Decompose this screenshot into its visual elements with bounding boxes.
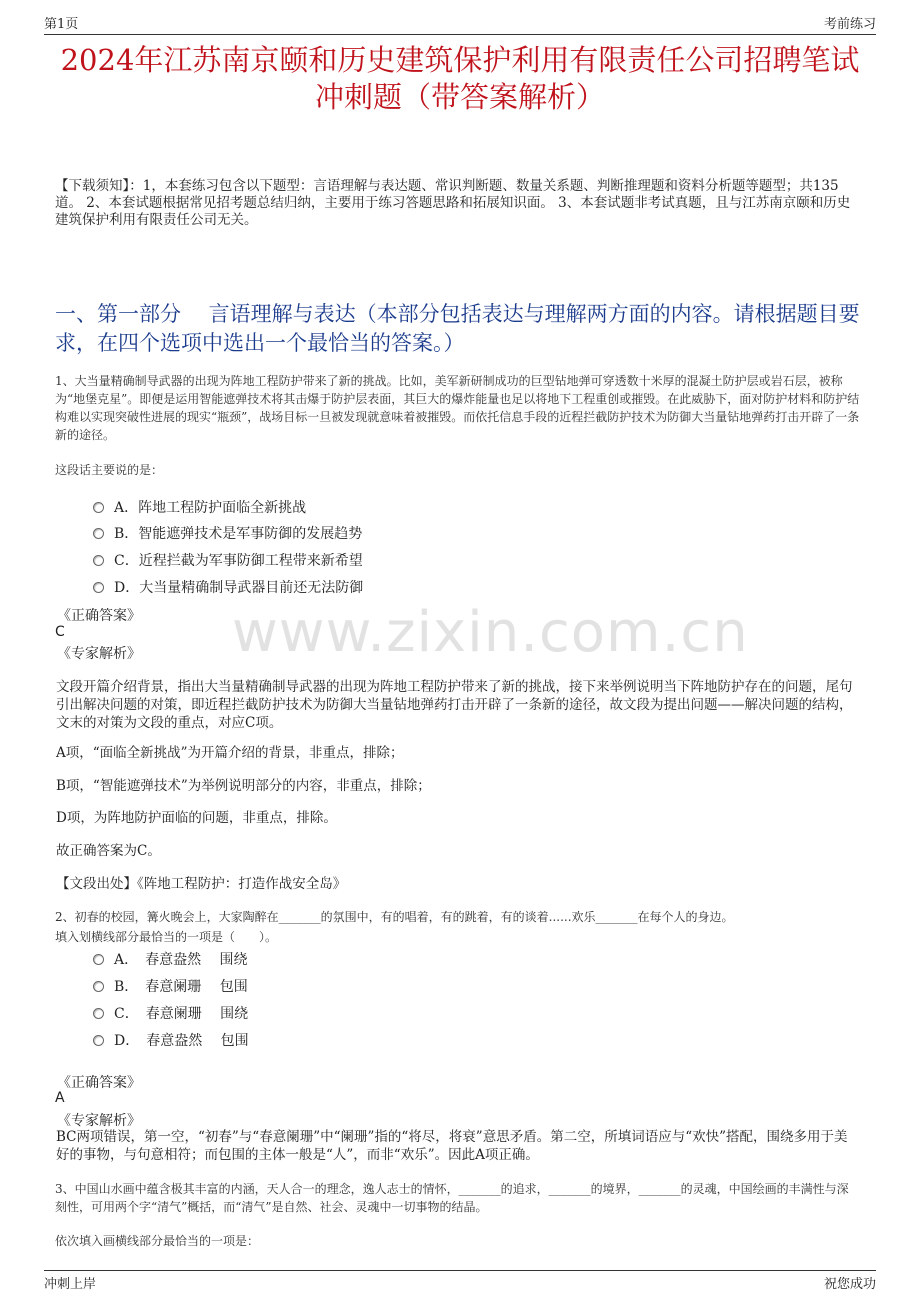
- question-2-prompt: 填入划横线部分最恰当的一项是（ ）。: [55, 930, 278, 944]
- option-label: C．近程拦截为军事防御工程带来新希望: [114, 553, 363, 569]
- option-label: D． 春意盎然 包围: [114, 1033, 249, 1049]
- q1-source: 【文段出处】《阵地工程防护：打造作战安全岛》: [56, 876, 347, 892]
- q1-analysis-paragraph: D项，为阵地防护面临的问题，非重点，排除。: [56, 810, 337, 826]
- document-title: 2024年江苏南京颐和历史建筑保护利用有限责任公司招聘笔试冲刺题（带答案解析）: [60, 43, 860, 114]
- page-number: 第1页: [44, 17, 79, 32]
- page-header: [44, 10, 876, 35]
- radio-icon[interactable]: [93, 954, 104, 965]
- q1-option-a[interactable]: [93, 497, 306, 517]
- q1-option-b[interactable]: [93, 523, 362, 543]
- radio-icon[interactable]: [93, 981, 104, 992]
- page-footer: [44, 1270, 876, 1295]
- q2-analysis-paragraph: BC两项错误，第一空，“初春”与“春意阑珊”中“阑珊”指的“将尽，将衰”意思矛盾。第二空，所填词语应与“欢快”搭配，围绕多用于美好的事物，与句意相符；而包围的主体一般是“人”，而非“欢乐”。因此A项正确。: [56, 1129, 848, 1163]
- option-label: C． 春意阑珊 围绕: [114, 1006, 249, 1022]
- q2-option-a[interactable]: [93, 949, 248, 969]
- radio-icon[interactable]: [93, 1008, 104, 1019]
- q1-answer-label: 《正确答案》: [57, 608, 141, 624]
- option-label: D．大当量精确制导武器目前还无法防御: [114, 580, 364, 596]
- footer-left: 冲刺上岸: [44, 1277, 97, 1292]
- q1-answer: C: [55, 624, 65, 640]
- q2-answer-label: 《正确答案》: [57, 1075, 141, 1091]
- q1-analysis-paragraph: A项，“面临全新挑战”为开篇介绍的背景，非重点，排除；: [56, 745, 404, 761]
- q1-option-c[interactable]: [93, 550, 363, 570]
- question-3-prompt: 依次填入画横线部分最恰当的一项是：: [55, 1234, 260, 1248]
- radio-icon[interactable]: [93, 582, 104, 593]
- footer-right: 祝您成功: [823, 1277, 876, 1292]
- q1-option-d[interactable]: [93, 577, 363, 597]
- question-1-stem: 1、大当量精确制导武器的出现为阵地工程防护带来了新的挑战。比如，美军新研制成功的巨型钻地弹可穿透数十米厚的混凝土防护层或岩石层，被称为“地堡克星”。即便是运用智能遮弹技术将其击爆于防护层表面，其巨大的爆炸能量也足以将地下工程重创或摧毁。在此威胁下，面对防护材料和防护结构难以实现突破性进展的现实“瓶颈”，战场目标一旦被发现就意味着被摧毁。而依托信息手段的近程拦截防护技术为防御大当量钻地弹药打击开辟了一条新的途径。: [55, 374, 860, 442]
- watermark-text: www.zixin.com.cn: [232, 600, 749, 665]
- radio-icon[interactable]: [93, 555, 104, 566]
- question-3-stem: 3、中国山水画中蕴含极其丰富的内涵，天人合一的理念，逸人志士的情怀，_______的追求，_______的境界，_______的灵魂，中国绘画的丰满性与深刻性，可用两个字“清气”概括，而“清气”是自然、社会、灵魂中一切事物的结晶。: [55, 1182, 849, 1214]
- q2-answer: A: [55, 1090, 65, 1106]
- option-label: B． 春意阑珊 包围: [114, 979, 248, 995]
- q1-analysis-paragraph: B项，“智能遮弹技术”为举例说明部分的内容，非重点，排除；: [56, 778, 431, 794]
- header-tag: 考前练习: [823, 17, 876, 32]
- q1-analysis-paragraph: 文段开篇介绍背景，指出大当量精确制导武器的出现为阵地工程防护带来了新的挑战，接下来举例说明当下阵地防护存在的问题，尾句引出解决问题的对策，即近程拦截防护技术为防御大当量钻地弹药打击开辟了一条新的途径，故文段为提出问题——解决问题的结构，文末的对策为文段的重点，对应C项。: [56, 679, 853, 731]
- q2-option-b[interactable]: [93, 976, 248, 996]
- section-title: 一、第一部分 言语理解与表达（本部分包括表达与理解两方面的内容。请根据题目要求，在四个选项中选出一个最恰当的答案。）: [55, 302, 860, 355]
- q1-analysis-paragraph: 故正确答案为C。: [56, 843, 161, 859]
- option-label: A． 春意盎然 围绕: [114, 952, 248, 968]
- radio-icon[interactable]: [93, 502, 104, 513]
- q2-analysis-label: 《专家解析》: [57, 1113, 141, 1129]
- option-label: B．智能遮弹技术是军事防御的发展趋势: [114, 526, 363, 542]
- question-2-stem: 2、初春的校园，篝火晚会上，大家陶醉在_______的氛围中，有的唱着，有的跳着，有的谈着......欢乐_______在每个人的身边。: [55, 910, 734, 924]
- q1-analysis-label: 《专家解析》: [57, 646, 141, 662]
- radio-icon[interactable]: [93, 528, 104, 539]
- q2-option-c[interactable]: [93, 1003, 248, 1023]
- q2-option-d[interactable]: [93, 1030, 249, 1050]
- question-1-prompt: 这段话主要说的是：: [55, 463, 164, 477]
- radio-icon[interactable]: [93, 1035, 104, 1046]
- option-label: A．阵地工程防护面临全新挑战: [114, 500, 307, 516]
- download-notice: 【下载须知】：1，本套练习包含以下题型：言语理解与表达题、常识判断题、数量关系题、判断推理题和资料分析题等题型；共135道。 2、本套试题根据常见招考题总结归纳，主要用于练习答题思路和拓展知识面。 3、本套试题非考试真题，且与江苏南京颐和历史建筑保护利用有限责任公司无关。: [55, 178, 851, 228]
